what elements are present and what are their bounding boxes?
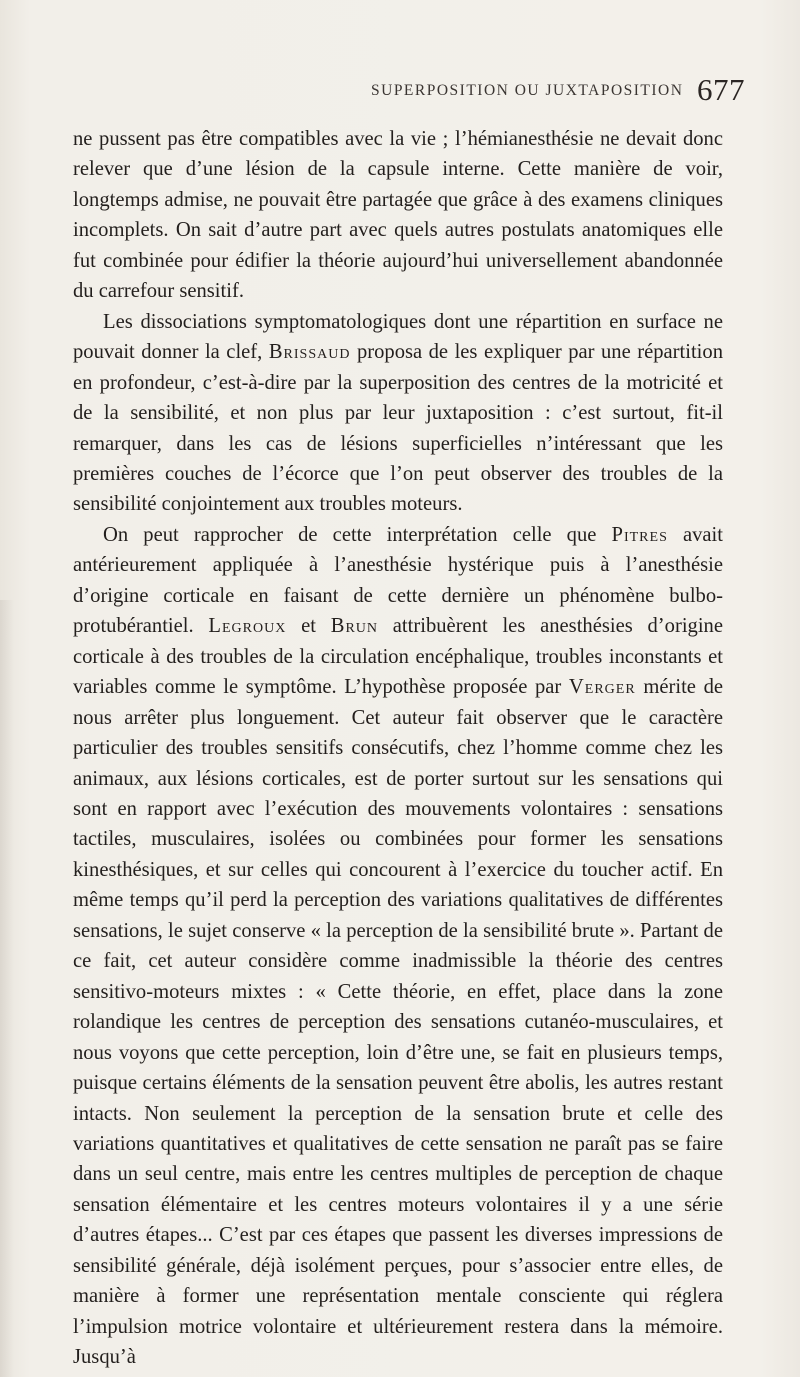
- paragraph-3-text: On peut rapprocher de cette interprétation celle que: [103, 523, 612, 546]
- page-number: 677: [697, 72, 745, 107]
- paragraph-3-text-d: attribuèrent les anesthésies d’origine corticale à des troubles de la circulation encéphalique, troubles inconstants et variables comme le symptôme. L’hypothèse proposée par: [73, 615, 723, 699]
- paragraph-3-text-c: et: [286, 615, 331, 638]
- author-name-brun: Brun: [330, 615, 379, 638]
- paragraph-2-text: Les dissociations symptomatologiques dont une répartition en surface ne pouvait donner la clef,: [73, 310, 723, 364]
- binding-shadow: [0, 600, 14, 1377]
- paragraph-3-text-b: avait antérieurement appliquée à l’anesthésie hystérique puis à l’anesthésie d’origine corticale en faisant de cette dernière un phénomène bulbo-protubérantiel.: [73, 523, 723, 638]
- running-header: SUPERPOSITION OU JUXTAPOSITION: [371, 82, 684, 99]
- paragraph-2: [73, 307, 723, 520]
- author-name-verger: Verger: [568, 676, 636, 699]
- author-name-pitres: Pitres: [611, 523, 668, 546]
- paragraph-1: [73, 124, 723, 307]
- body-text: [73, 124, 723, 1373]
- paragraph-3-text-e: mérite de nous arrêter plus longuement. Cet auteur fait observer que le caractère particulier des troubles sensitifs consécutifs, chez l’homme comme chez les animaux, aux lésions corticales, est de porter surtout sur les sensations qui sont en rapport avec l’exécution des mouvements volontaires : sensations tactiles, musculaires, isolées ou combinées pour former les sensations kinesthésiques, et sur celles qui concourent à l’exercice du toucher actif. En même temps qu’il perd la perception des variations qualitatives de différentes sensations, le sujet conserve « la perception de la sensibilité brute ». Partant de ce fait, cet auteur considère comme inadmissible la théorie des centres sensitivo-moteurs mixtes : « Cette théorie, en effet, place dans la zone rolandique les centres de perception des sensations cutanéo-musculaires, et nous voyons que cette perception, loin d’être une, se fait en plusieurs temps, puisque certains éléments de la sensation peuvent être abolis, les autres restant intacts. Non seulement la perception de la sensation brute et celle des variations quantitatives et qualitatives de cette sensation ne paraît pas se faire dans un seul centre, mais entre les centres multiples de perception de chaque sensation élémentaire et les centres moteurs volontaires il y a une série d’autres étapes... C’est par ces étapes que passent les diverses impressions de sensibilité générale, déjà isolément perçues, pour s’associer entre elles, de manière à former une représentation mentale consciente qui réglera l’impulsion motrice volontaire et ultérieurement restera dans la mémoire. Jusqu’à: [73, 676, 724, 1369]
- author-name-legroux: Legroux: [208, 615, 287, 638]
- paragraph-1-text: ne pussent pas être compatibles avec la vie ; l’hémianesthésie ne devait donc relever que d’une lésion de la capsule interne. Cette manière de voir, longtemps admise, ne pouvait être partagée que grâce à des examens cliniques incomplets. On sait d’autre part avec quels autres postulats anatomiques elle fut combinée pour édifier la théorie aujourd’hui universellement abandonnée du carrefour sensitif.: [73, 128, 723, 303]
- author-name-brissaud: Brissaud: [268, 341, 351, 364]
- paragraph-3: [73, 520, 723, 1373]
- paragraph-2-text-cont: proposa de les expliquer par une répartition en profondeur, c’est-à-dire par la superposition des centres de la motricité et de la sensibilité, et non plus par leur juxtaposition : c’est surtout, fit-il remarquer, dans les cas de lésions superficielles n’intéressant que les premières couches de l’écorce que l’on peut observer des troubles de la sensibilité conjointement aux troubles moteurs.: [73, 341, 723, 516]
